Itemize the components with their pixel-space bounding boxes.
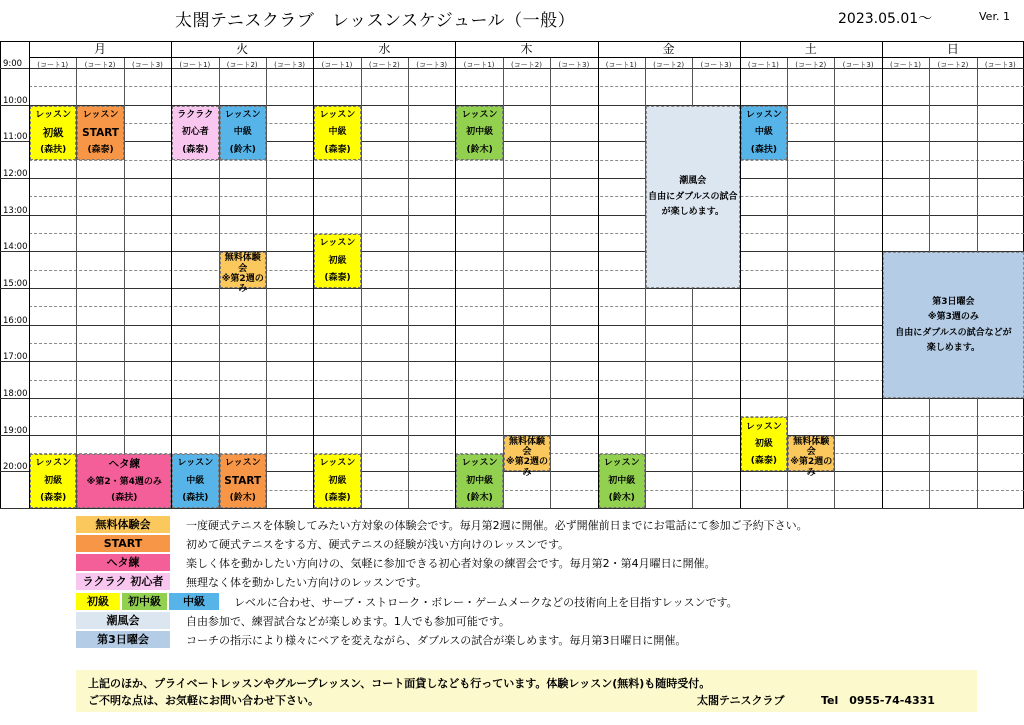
court-divider <box>266 58 267 508</box>
legend-label-2: ヘタ練 <box>76 554 170 571</box>
block-text-line: (森泰) <box>40 493 67 504</box>
block-text-line: レッスン <box>82 109 119 120</box>
block-text-line: ※第2週のみ <box>221 273 264 295</box>
block-text-line: (鈴木) <box>229 493 256 504</box>
footer-phone: Tel 0955-74-4331 <box>821 694 935 707</box>
schedule-block-mon-c2-eve[interactable] <box>77 454 171 508</box>
court-label: (コート2) <box>368 61 400 69</box>
level-legend-2: 中級 <box>169 593 219 610</box>
court-label: (コート3) <box>700 61 732 69</box>
court-label: (コート2) <box>226 61 258 69</box>
court-divider <box>834 58 835 508</box>
block-text-line: レッスン <box>224 110 261 121</box>
schedule-block-tue-c2-eve[interactable] <box>220 454 266 508</box>
block-text-line: レッスン <box>461 458 498 469</box>
block-text-line: 中級 <box>233 127 252 138</box>
schedule-block-sat-c2-trial[interactable] <box>788 436 834 478</box>
block-text-line: 潮風会 <box>679 176 707 187</box>
level-legend-1: 初中級 <box>122 593 167 610</box>
hour-line <box>0 141 1024 142</box>
block-text-line: が楽しめます。 <box>661 206 724 217</box>
day-header-6: 日 <box>946 42 959 56</box>
schedule-block-tue-c2-trial[interactable] <box>220 252 266 295</box>
block-text-line: ラクラク <box>177 110 214 121</box>
day-header-divider <box>29 57 1024 58</box>
half-hour-line <box>29 160 1024 161</box>
court-label: (コート3) <box>416 61 448 69</box>
time-label-4: 13:00 <box>3 205 28 216</box>
time-label-10: 19:00 <box>3 425 28 436</box>
block-text-line: START <box>82 126 119 139</box>
block-text-line: (森泰) <box>324 144 351 155</box>
block-text-line: 中級 <box>754 127 773 138</box>
court-divider <box>361 58 362 508</box>
time-label-7: 16:00 <box>3 315 28 326</box>
legend-description-0: 一度硬式テニスを体験してみたい方対象の体験会です。毎月第2週に開催。必ず開催前日までにお電話にて参加ご予約下さい。 <box>186 519 808 532</box>
day-header-2: 水 <box>378 42 391 56</box>
schedule-grid <box>0 41 1024 504</box>
half-hour-line <box>29 380 1024 381</box>
court-label: (コート2) <box>937 61 969 69</box>
block-text-line: 初心者 <box>181 127 209 138</box>
court-label: (コート3) <box>558 61 590 69</box>
block-text-line: 初級 <box>328 475 347 486</box>
schedule-block-thu-c2-trial[interactable] <box>504 436 550 478</box>
block-text-line: 自由にダブルスの試合 <box>648 191 738 202</box>
court-label: (コート1) <box>321 61 353 69</box>
page-title: 太閤テニスクラブ レッスンスケジュール（一般） <box>175 11 576 31</box>
court-divider <box>408 58 409 508</box>
legend-description-2: 楽しく体を動かしたい方向けの、気軽に参加できる初心者対象の練習会です。毎月第2・第4月曜日に開催。 <box>186 557 716 570</box>
time-label-2: 11:00 <box>3 132 28 143</box>
block-text-line: レッスン <box>461 110 498 121</box>
block-text-line: 初級 <box>42 126 64 139</box>
court-label: (コート2) <box>653 61 685 69</box>
time-label-3: 12:00 <box>3 168 28 179</box>
schedule-block-fri-c1-eve[interactable] <box>599 454 645 508</box>
block-text-line: 第3日曜会 <box>932 296 975 307</box>
block-text-line: (森扶) <box>182 493 209 504</box>
block-text-line: 初中級 <box>466 127 494 138</box>
block-text-line: (森泰) <box>324 493 351 504</box>
half-hour-line <box>29 416 1024 417</box>
block-text-line: ※第2週のみ <box>505 457 548 478</box>
block-text-line: (森泰) <box>182 144 209 155</box>
block-text-line: レッスン <box>35 458 72 469</box>
half-hour-line <box>29 343 1024 344</box>
block-text-line: (森泰) <box>87 145 114 156</box>
block-text-line: START <box>224 474 262 487</box>
block-text-line: レッスン <box>319 110 356 121</box>
time-label-0: 9:00 <box>3 59 23 69</box>
time-label-8: 17:00 <box>3 352 28 363</box>
block-text-line: (森泰) <box>750 456 777 467</box>
block-text-line: レッスン <box>745 110 782 121</box>
hour-line <box>0 325 1024 326</box>
footer-club-name: 太閤テニスクラブ <box>697 694 785 707</box>
block-text-line: ヘタ練 <box>108 458 140 471</box>
legend-label-5: 第3日曜会 <box>76 631 170 648</box>
block-text-line: ※第3週のみ <box>927 312 979 323</box>
schedule-block-tue-c2-am[interactable] <box>220 106 266 160</box>
schedule-block-fri-c2-chofu[interactable] <box>646 106 740 288</box>
time-label-5: 14:00 <box>3 242 28 253</box>
schedule-block-wed-c1-pm[interactable] <box>314 234 360 288</box>
day-header-3: 木 <box>520 42 533 56</box>
half-hour-line <box>29 306 1024 307</box>
block-text-line: (鈴木) <box>466 144 493 155</box>
block-text-line: (森扶) <box>111 493 138 504</box>
half-hour-line <box>29 196 1024 197</box>
day-header-0: 月 <box>94 42 107 56</box>
court-label: (コート1) <box>747 61 779 69</box>
court-label: (コート3) <box>984 61 1016 69</box>
time-label-9: 18:00 <box>3 388 28 399</box>
block-text-line: レッスン <box>603 458 640 469</box>
schedule-block-wed-c1-eve[interactable] <box>314 454 360 508</box>
block-text-line: (森扶) <box>40 145 67 156</box>
block-text-line: レッスン <box>319 238 356 249</box>
hour-line <box>0 178 1024 179</box>
court-label: (コート1) <box>37 61 69 69</box>
schedule-block-sat-c1-eve[interactable] <box>741 417 787 471</box>
legend-description-3: 無理なく体を動かしたい方向けのレッスンです。 <box>186 576 428 589</box>
block-text-line: (森泰) <box>324 273 351 284</box>
hour-line <box>0 215 1024 216</box>
court-label: (コート2) <box>84 61 116 69</box>
schedule-block-tue-c1-eve[interactable] <box>172 454 218 508</box>
court-label: (コート3) <box>842 61 874 69</box>
hour-line <box>0 288 1024 289</box>
time-label-6: 15:00 <box>3 278 28 289</box>
court-label: (コート1) <box>605 61 637 69</box>
block-text-line: 初中級 <box>466 475 494 486</box>
half-hour-line <box>29 270 1024 271</box>
legend-description-5: コーチの指示により様々にペアを変えながら、ダブルスの試合が楽しめます。毎月第3日曜日に開催。 <box>186 634 687 647</box>
block-text-line: 無料体験会 <box>508 436 545 457</box>
legend-description-1: 初めて硬式テニスをする方、硬式テニスの経験が浅い方向けのレッスンです。 <box>186 538 570 551</box>
block-text-line: レッスン <box>745 421 782 432</box>
footer-line-2: ご不明な点は、お気軽にお問い合わせ下さい。 <box>88 694 319 707</box>
hour-line <box>0 508 1024 509</box>
court-label: (コート3) <box>274 61 306 69</box>
block-text-line: レッスン <box>177 458 214 469</box>
court-label: (コート1) <box>890 61 921 69</box>
block-text-line: レッスン <box>224 458 261 469</box>
schedule-block-thu-c1-eve[interactable] <box>456 454 502 508</box>
legend-description-4: 自由参加で、練習試合などが楽しめます。1人でも参加可能です。 <box>186 615 511 628</box>
footer-note <box>76 670 977 712</box>
time-label-1: 10:00 <box>3 95 28 106</box>
court-label: (コート1) <box>463 61 495 69</box>
block-text-line: 初級 <box>754 439 773 450</box>
block-text-line: 初中級 <box>608 475 636 486</box>
block-text-line: 無料体験会 <box>793 436 830 457</box>
version-label: Ver. 1 <box>979 10 1010 23</box>
block-text-line: (森扶) <box>750 144 777 155</box>
block-text-line: ※第2・第4週のみ <box>86 476 162 487</box>
schedule-block-mon-c2-am[interactable] <box>77 106 123 160</box>
block-text-line: 楽しめます。 <box>926 342 981 353</box>
legend-label-3: ラクラク 初心者 <box>76 573 170 590</box>
level-legend-0: 初級 <box>76 593 120 610</box>
schedule-block-tue-c1-am[interactable] <box>172 106 218 160</box>
hour-line <box>0 251 1024 252</box>
day-header-5: 土 <box>804 42 817 56</box>
schedule-block-mon-c1-am[interactable] <box>30 106 76 160</box>
schedule-block-sun-third[interactable] <box>883 252 1024 398</box>
court-label: (コート2) <box>795 61 827 69</box>
hour-line <box>0 361 1024 362</box>
block-text-line: レッスン <box>319 458 356 469</box>
day-divider <box>598 41 599 508</box>
block-text-line: レッスン <box>35 109 72 120</box>
footer-line-1: 上記のほか、プライベートレッスンやグループレッスン、コート面貸しなども行っています。体験レッスン(無料)も随時受付。 <box>88 677 711 690</box>
level-legend-description: レベルに合わせ、サーブ・ストローク・ボレー・ゲームメークなどの技術向上を目指すレッスンです。 <box>234 596 738 609</box>
block-text-line: 中級 <box>328 127 347 138</box>
court-divider <box>124 58 125 508</box>
grid-left-border <box>0 41 1 508</box>
legend-label-1: START <box>76 535 170 552</box>
block-text-line: (鈴木) <box>466 493 493 504</box>
effective-date: 2023.05.01〜 <box>838 11 933 27</box>
legend-label-4: 潮風会 <box>76 612 170 629</box>
schedule-block-wed-c1-am[interactable] <box>314 106 360 160</box>
schedule-block-sat-c1-am[interactable] <box>741 106 787 160</box>
schedule-block-thu-c1-am[interactable] <box>456 106 502 160</box>
block-text-line: 初級 <box>328 255 347 266</box>
day-header-1: 火 <box>236 42 249 56</box>
court-label: (コート1) <box>179 61 211 69</box>
block-text-line: 中級 <box>186 475 205 486</box>
hour-line <box>0 398 1024 399</box>
block-text-line: (鈴木) <box>229 144 256 155</box>
time-label-11: 20:00 <box>3 462 28 473</box>
half-hour-line <box>29 233 1024 234</box>
block-text-line: ※第2週のみ <box>790 457 833 478</box>
court-label: (コート3) <box>131 61 163 69</box>
legend-label-0: 無料体験会 <box>76 516 170 533</box>
court-label: (コート2) <box>511 61 542 69</box>
block-text-line: 無料体験会 <box>224 253 261 274</box>
block-text-line: 自由にダブルスの試合などが <box>895 327 1012 338</box>
court-divider <box>550 58 551 508</box>
hour-line <box>0 105 1024 106</box>
schedule-block-mon-c1-eve[interactable] <box>30 454 76 508</box>
block-text-line: (鈴木) <box>608 493 635 504</box>
block-text-line: 初級 <box>44 475 63 486</box>
half-hour-line <box>29 86 1024 87</box>
day-header-4: 金 <box>662 42 675 56</box>
